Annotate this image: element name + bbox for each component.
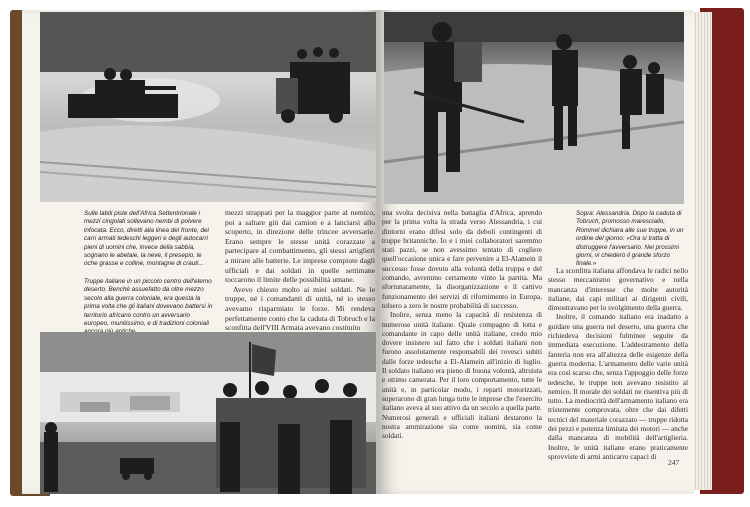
- paragraph: Avevo chiesto molto ai miei soldati. Ne le truppe, né i comandanti di unità, né io stesso avevamo risparmiato le forze. Mi rendeva perfettamente conto che la caduta di Tobruch e la sconfitta dell'VIII Armata avevano costituito: [225, 284, 375, 333]
- paragraph: Inoltre, senza meno la capacità di resistenza di numerose unità italiane. Quale compagno di lotta e comandante in capo delle unità italiane, credo mio dovere insistere sul fatto che i soldati italiani non furono assolutamente responsabili dei rovesci subiti dalle forze tedesche a El-Alamein all'inizio di luglio. Il soldato italiano era pieno di buona volontà, altruista e ottimo camerata. Per il loro comportamento, tutte le unità e, in particolar modo, i reparti motorizzati, superarono di gran lunga tutte le imprese che l'esercito italiano aveva al suo attivo da un secolo a quella parte. Numerosi generali e ufficiali italiani destarono la nostra ammirazione sia come uomini, sia come soldati.: [382, 310, 542, 441]
- italian-troops-illustration: [40, 332, 376, 494]
- soldiers-marching-illustration: [384, 12, 684, 204]
- caption-rommel: Sopra: Alessandria. Dopo la caduta di Tobruch, promosso maresciallo, Rommel dichiara alle sue truppe, in un ordine del giorno: «Ora si tratta di distruggere l'avversario. Nei prossimi giorni, vi chiederò il grande sforzo finale.»: [576, 210, 684, 268]
- paragraph: mezzi strappati per la maggior parte al nemico, poi a saltare giù dai camion e a lanciarsi allo scoperto, in direzione delle trincee avversarie. Erano sempre le stesse unità corazzate a partecipare al combattimento, gli stessi artiglieri a mirare alle batterie. Le imprese compiute dagli ufficiali e dai soldati in quelle settimane toccarono il limite delle possibilità umane.: [225, 208, 375, 285]
- body-text-left: [225, 208, 375, 333]
- caption-desert-convoy: Sulle labili piste dell'Africa Settentrionale i mezzi cingolati sollevano nembi di polvere infocata. Ecco, diretti alla linea del fronte, dei carri armati tedeschi leggeri e degli autocarri pieni di uomini che, invece della sabbia, sognano le abetaie, la neve, il presepio, le oche grasse e colline, montagne di crauti...: [84, 210, 209, 268]
- photo-desert-convoy: [40, 12, 376, 202]
- right-page: [378, 10, 694, 494]
- body-text-right-col2: [548, 266, 688, 461]
- paragraph: una svolta decisiva nella battaglia d'Africa, aprendo per la prima volta la strada verso Alessandria, i cui dintorni erano difesi solo da deboli contingenti di truppe britanniche. Io e i miei collaboratori saremmo stati pazzi, se non avessimo tentato di cogliere quell'occasione unica e fare pervenire a El-Alamein il successo fosse dovuto alla volontà della truppa e del comando, avremmo certamente vinto la partita. Ma sfortunatamente, la disorganizzazione e il cattivo funzionamento dei servizi di rifornimento in Europa, tolsero a zero le nostre probabilità di successo.: [382, 208, 542, 310]
- caption-italian-troops: Truppe italiane in un piccolo centro dell'eterno deserto. Benché assuefatto da oltre mezzo secolo alla guerra coloniale, era questa la prima volta che gli italiani dovevano battersi in territorio africano contro un avversario europeo, munitissimo, e di tradizioni coloniali: [84, 278, 213, 328]
- photo-italian-troops: [40, 332, 376, 494]
- desert-convoy-illustration: [40, 12, 376, 202]
- body-text-right-col1: [382, 208, 542, 440]
- left-page: [22, 10, 378, 494]
- page-number: 247: [668, 458, 680, 467]
- paragraph: Inoltre, il comando italiano era inadatto a guidare una guerra nel deserto, una guerra che richiedeva decisioni fulminee seguite da immediata esecuzione. L'addestramento della fanteria non era all'altezza delle esigenze della guerra moderna. L'armamento delle varie unità era così scarso che, senza l'appoggio delle forze tedesche, le truppe non avevano resistito al nemico. Il morale dei soldati ne risentiva più di tutto. La mediocrità dell'armamento italiano era tristemente comprovata, oltre che dai difetti tecnici del materiale corazzato — truppe ridotta dei pezzi e potenza limitata dei motori — anche dalla mancanza di mobilità dell'artiglieria. Inoltre, le unità italiane erano praticamente sprovviste di armi anticarro capaci di: [548, 312, 688, 461]
- photo-soldiers-marching: [384, 12, 684, 204]
- paragraph: La sconfitta italiana affondava le radici nello stesso meccanismo governativo e nella mancanza d'interesse che molte autorità italiane, dai capi militari ai dirigenti civili, dimostravano per lo svolgimento della guerra.: [548, 266, 688, 313]
